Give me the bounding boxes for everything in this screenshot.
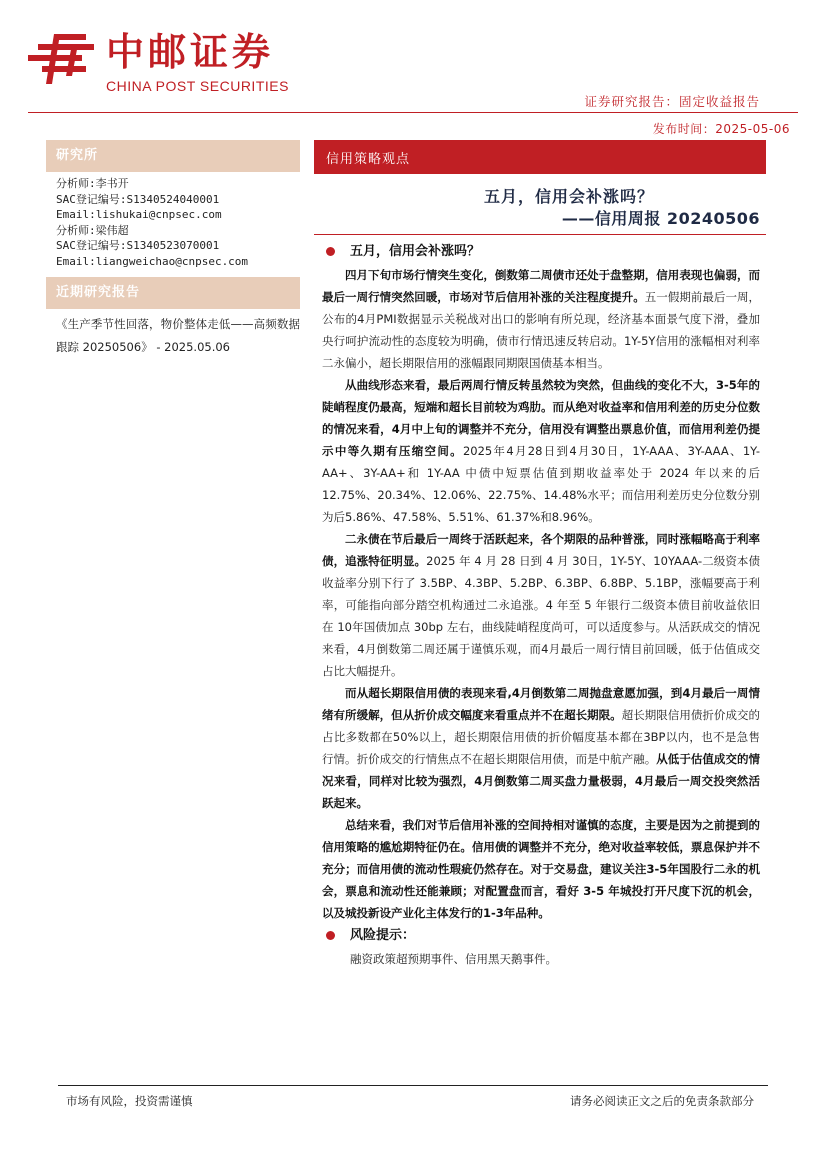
analyst-list [46,172,300,275]
paragraph [322,814,760,924]
paragraph-lead: 总结来看，我们对节后信用补涨的空间持相对谨慎的态度，主要是因为之前提到的信用策略的尴尬期特征仍在。信用债的调整并不充分，绝对收益率较低，票息保护并不充分；而信用债的流动性瑕疵仍然存在。对于交易盘，建议关注3-5年国股行二永的机会，票息和流动性还能兼顾；对配置盘而言，看好 3-5 年城投打开尺度下沉的机会，以及城投新设产业化主体发行的1-3年品种。 [322,818,760,920]
paragraph [322,264,760,374]
analyst-email[interactable]: Email:liangweichao@cnpsec.com [56,254,249,268]
risk-text: 融资政策超预期事件、信用黑天鹅事件。 [350,952,557,966]
report-type: 证券研究报告：固定收益报告 [584,94,760,109]
paragraph [322,528,760,682]
paragraph-text: 2025年4月28日到4月30日，1Y-AAA、3Y-AAA、1Y-AA+、3Y-AA+和 1Y-AA 中债中短票估值到期收益率处于 2024 年以来的后12.75%、20.34%、12.06%、22.75%、14.48%水平；而信用利差历史分位数分别为后5.86%、47.58%、5.51%、61.37%和8.96%。 [322,444,760,524]
analyst-sac: SAC登记编号:S1340524040001 [56,192,220,206]
paragraph [322,374,760,528]
section-heading: 风险提示： [322,924,760,948]
title-divider [314,234,766,235]
report-body [322,240,760,970]
footer-disclaimer: 市场有风险，投资需谨慎 [66,1094,193,1108]
paragraph-lead: 而从超长期限信用债的表现来看,4月倒数第二周抛盘意愿加强，到4月最后一周情绪有所缓解，但从折价成交幅度来看重点并不在超长期限。 [322,686,760,722]
analyst-email[interactable]: Email:lishukai@cnpsec.com [56,208,222,221]
brand-name-en: CHINA POST SECURITIES [106,78,289,94]
sidebar-recent-header [46,277,300,309]
paragraph-text: 五一假期前最后一周，公布的4月PMI数据显示关税战对出口的影响有所兑现，经济基本面景气度下滑，叠加央行呵护流动性的态度较为明确，债市行情迅速反转启动。1Y-5Y信用的涨幅相对利率二永偏小，超长期限信用的涨幅跟同期限国债基本相当。 [322,290,761,370]
header-divider [28,112,798,113]
paragraph-text: 超长期限信用债折价成交的占比多数都在50%以上，超长期限信用债的折价幅度基本都在3BP以内，也不是急售行情。折价成交的行情焦点不在超长期限信用债，而是中航产融。 [322,708,760,766]
paragraph [322,682,760,814]
sidebar-institute-header [46,140,300,172]
strategy-banner [314,140,766,174]
china-post-logo-icon [28,34,98,84]
report-subtitle: ——信用周报 20240506 [561,209,760,228]
paragraph-lead: 从曲线形态来看，最后两周行情反转虽然较为突然，但曲线的变化不大，3-5年的陡峭程度仍最高，短端和超长目前较为鸡肋。而从绝对收益率和信用利差的历史分位数的情况来看，4月中上旬的调整并不充分，信用没有调整出票息价值，而信用利差仍提示中等久期有压缩空间。 [322,378,760,458]
footer-divider [58,1085,768,1086]
report-title: 五月，信用会补涨吗？ [483,187,654,206]
recent-report-item[interactable]: 《生产季节性回落，物价整体走低——高频数据跟踪 20250506》 - 2025.05.06 [56,317,300,354]
institute-label: 研究所 [56,148,99,163]
publish-date: 发布时间：2025-05-06 [652,122,790,136]
footer-notice: 请务必阅读正文之后的免责条款部分 [570,1094,754,1108]
recent-label: 近期研究报告 [56,285,141,300]
banner-label: 信用策略观点 [326,152,411,167]
analyst-name: 分析师:梁伟超 [56,223,129,237]
sidebar [46,140,300,359]
analyst-name: 分析师:李书开 [56,177,129,190]
analyst-sac: SAC登记编号:S1340523070001 [56,239,220,252]
brand-name-cn: 中邮证券 [106,30,275,74]
paragraph-text: 2025 年 4 月 28 日到 4 月 30日，1Y-5Y、10YAAA-二级资本债收益率分别下行了 3.5BP、4.3BP、5.2BP、6.3BP、6.8BP、5.1BP，涨幅要高于利率，可能指向部分踏空机构通过二永追涨。4 年至 5 年银行二级资本债目前收益依旧在 10年国债加点 30bp 左右，曲线陡峭程度尚可，可以适度参与。从活跃成交的情况来看，4月倒数第二周还属于谨慎乐观，而4月最后一周行情目前回暖，低于估值成交占比大幅提升。 [322,554,760,678]
paragraph-emphasis: 从低于估值成交的情况来看，同样对比较为强烈，4月倒数第二周买盘力量极弱，4月最后一周交投突然活跃起来。 [322,752,760,810]
paragraph-lead: 二永债在节后最后一周终于活跃起来，各个期限的品种普涨，同时涨幅略高于利率债，追涨特征明显。 [322,532,760,568]
paragraph-lead: 四月下旬市场行情突生变化，倒数第二周债市还处于盘整期，信用表现也偏弱，而最后一周行情突然回暖，市场对节后信用补涨的关注程度提升。 [322,268,760,304]
section-heading: 五月，信用会补涨吗？ [322,240,760,264]
